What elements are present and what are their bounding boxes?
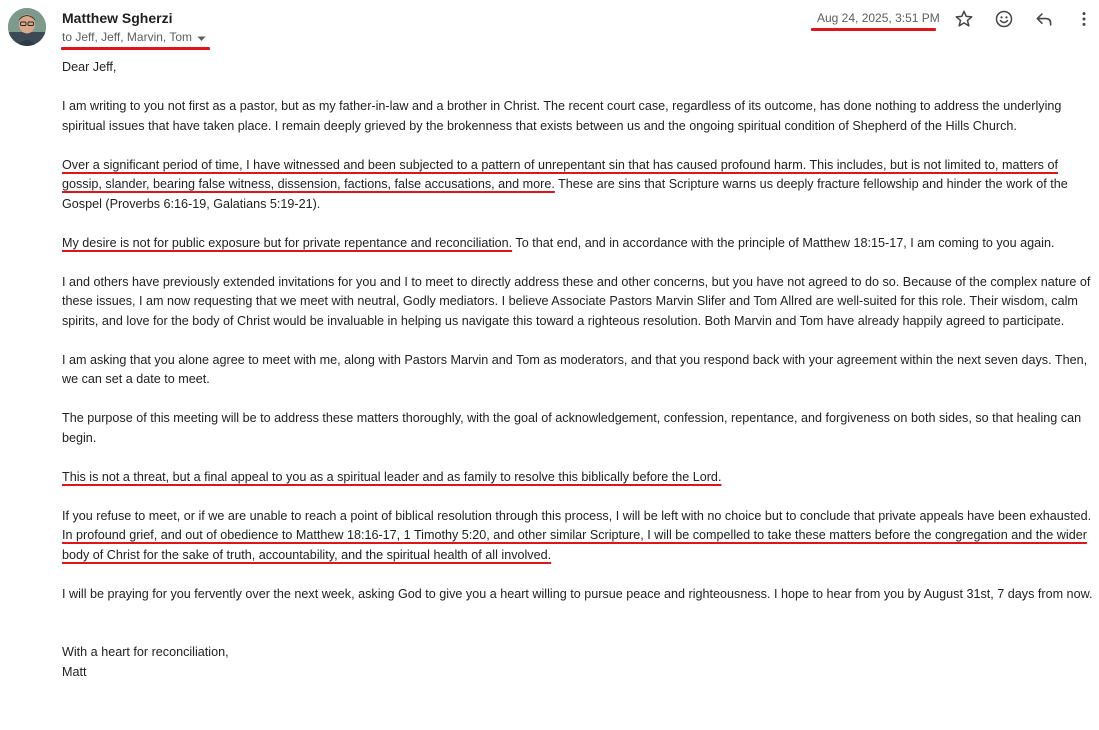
email-paragraph-9: I will be praying for you fervently over the next week, asking God to give you a heart willing to pursue peace and righteousness. I hope to hear from you by August 31st, 7 days from now. xyxy=(62,586,1093,601)
email-paragraph-1: I am writing to you not first as a pastor, but as my father-in-law and a brother in Christ. The recent court case, regardless of its outcome, has done nothing to address the underlying spiritual issues that have taken place. I remain deeply grieved by the brokenness that exists between us and the ongoing spiritual condition of Shepherd of the Hills Church. xyxy=(62,99,1062,133)
emoji-icon xyxy=(994,9,1014,29)
email-date: Aug 24, 2025, 3:51 PM xyxy=(817,11,940,25)
sender-name: Matthew Sgherzi xyxy=(62,10,173,26)
recipients-label: to Jeff, Jeff, Marvin, Tom xyxy=(62,30,193,44)
email-greeting: Dear Jeff, xyxy=(62,60,117,74)
email-signature: Matt xyxy=(62,664,87,679)
annotated-text: In profound grief, and out of obedience to Matthew 18:16-17, 1 Timothy 5:20, and other similar Scripture, I will be compelled to take these matters before the congregation and the wider body of Christ for the sake of truth, accountability, and the spiritual health of all involved. xyxy=(62,528,1087,562)
email-paragraph-7 xyxy=(62,468,1096,488)
annotated-text: Over a significant period of time, I have witnessed and been subjected to a pattern of unrepentant sin that has caused profound harm. This includes, but is not limited to, matters of gossip, slander, bearing false witness, dissension, factions, false accusations, and more. xyxy=(62,157,1058,191)
email-paragraph-6: The purpose of this meeting will be to address these matters thoroughly, with the goal of acknowledgement, confession, repentance, and forgiveness on both sides, so that healing can begin. xyxy=(62,411,1082,445)
avatar-photo xyxy=(8,8,46,46)
more-vert-icon xyxy=(1074,9,1094,29)
email-paragraph-5: I am asking that you alone agree to meet with me, along with Pastors Marvin and Tom as moderators, and that you respond back with your agreement within the next seven days. Then, we can set a date to meet. xyxy=(62,352,1088,386)
reply-icon xyxy=(1034,9,1054,29)
annotation-underline-date xyxy=(811,28,936,31)
paragraph-text: These are sins that Scripture warns us deeply fracture fellowship and hinder the work of the Gospel (Proverbs 6:16-19, Galatians 5:19-21). xyxy=(62,177,1068,211)
paragraph-text: If you refuse to meet, or if we are unable to reach a point of biblical resolution through this process, I will be left with no choice but to conclude that private appeals have been exhausted. xyxy=(62,508,1092,523)
avatar[interactable] xyxy=(8,8,46,46)
annotation-underline-recipients xyxy=(61,47,210,50)
star-button[interactable] xyxy=(953,8,975,30)
chevron-down-icon[interactable] xyxy=(197,31,206,45)
reply-button[interactable] xyxy=(1033,8,1055,30)
email-paragraph-2 xyxy=(62,156,1096,215)
annotated-text: This is not a threat, but a final appeal to you as a spiritual leader and as family to resolve this biblically before the Lord. xyxy=(62,469,722,484)
email-paragraph-4: I and others have previously extended invitations for you and I to meet to directly address these and other concerns, but you have not agreed to do so. Because of the complex nature of these issues, I am now requesting that we meet with neutral, Godly mediators. I believe Associate Pastors Marvin Slifer and Tom Allred are well-suited for this role. Their wisdom, calm spirits, and love for the body of Christ would be invaluable in helping us navigate this toward a righteous resolution. Both Marvin and Tom have already happily agreed to participate. xyxy=(62,274,1091,328)
paragraph-text: To that end, and in accordance with the principle of Matthew 18:15-17, I am coming to you again. xyxy=(512,235,1055,250)
email-paragraph-3 xyxy=(62,234,1096,254)
star-icon xyxy=(954,9,974,29)
email-paragraph-8 xyxy=(62,507,1096,566)
email-body xyxy=(62,58,1096,682)
annotated-text: My desire is not for public exposure but for private repentance and reconciliation. xyxy=(62,235,513,250)
recipients[interactable] xyxy=(62,30,206,45)
email-signoff: With a heart for reconciliation, xyxy=(62,645,229,659)
emoji-react-button[interactable] xyxy=(993,8,1015,30)
more-options-button[interactable] xyxy=(1073,8,1095,30)
